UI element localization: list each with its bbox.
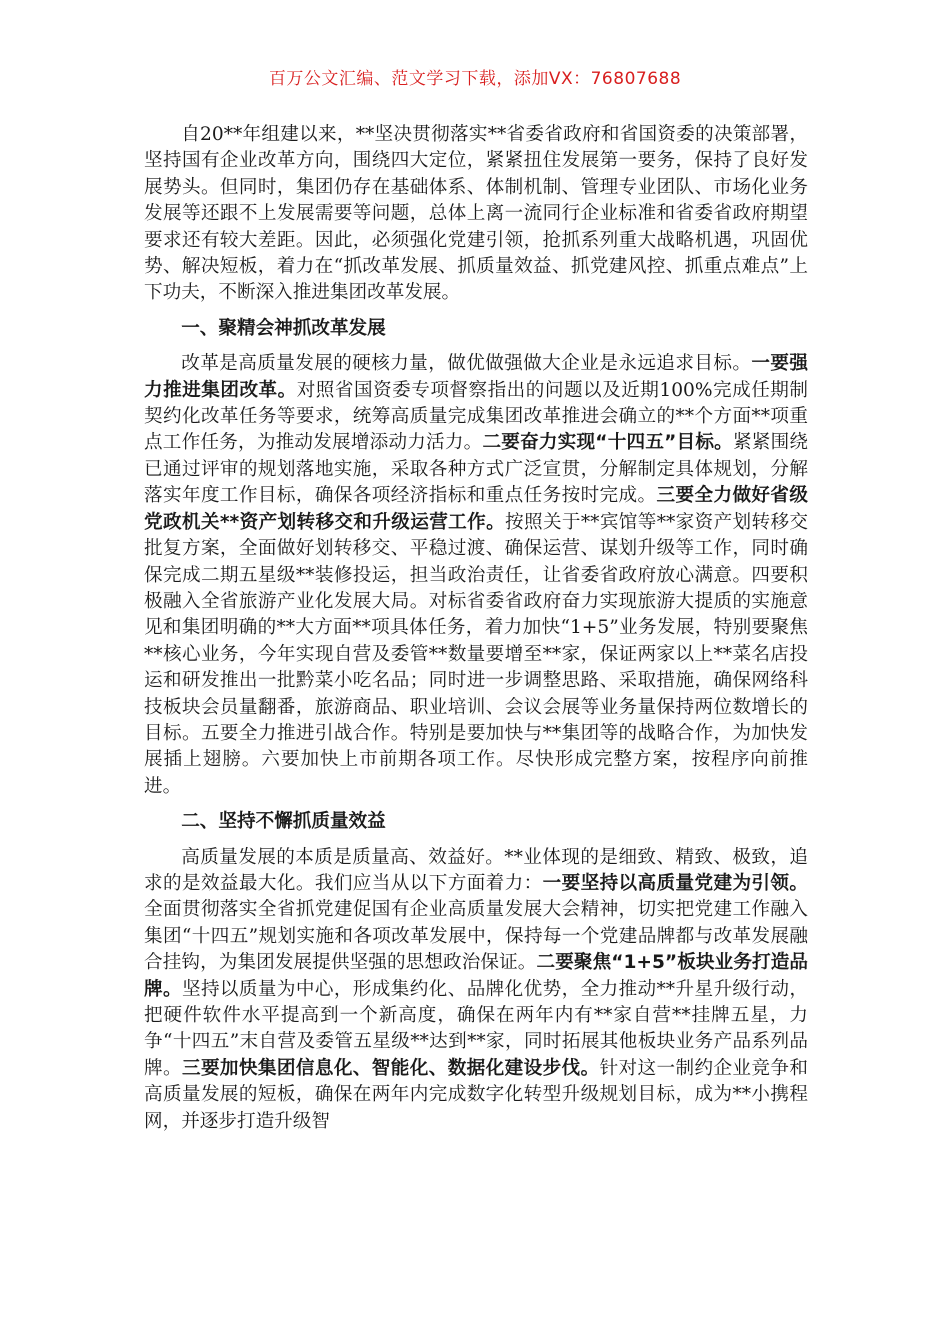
section-1-point-1: 一要强力推进集团改革。 (144, 353, 808, 401)
section-1-text-4: 按照关于**宾馆等**家资产划转移交批复方案，全面做好划转移交、平稳过渡、确保运营、谋划升级等工作，同时确保完成二期五星级**装修投运，担当政治责任，让省委省政府放心满意。四要积极融入全省旅游产业化发展大局。对标省委省政府奋力实现旅游大提质的实施意见和集团明确的**大方面**项具体任务，着力加快“1+5”业务发展，特别要聚焦**核心业务，今年实现自营及委管**数量要增至**家，保证两家以上**菜名店投运和研发推出一批黔菜小吃名品；同时进一步调整思路、采取措施，确保网络科技板块会员量翻番，旅游商品、职业培训、会议会展等业务量保持两位数增长的目标。五要全力推进引战合作。特别是要加快与**集团等的战略合作，为加快发展插上翅膀。六要加快上市前期各项工作。尽快形成完整方案，按程序向前推进。 (144, 511, 808, 797)
section-2-heading: 二、坚持不懈抓质量效益 (181, 811, 386, 833)
section-1-point-3: 三要全力做好省级党政机关**资产划转移交和升级运营工作。 (144, 485, 808, 533)
document-body (144, 122, 808, 1135)
section-2-point-3: 三要加快集团信息化、智能化、数据化建设步伐。 (181, 1057, 600, 1079)
section-1-text-2: 对照省国资委专项督察指出的问题以及近期100%完成任期制契约化改革任务等要求，统筹高质量完成集团改革推进会确立的**个方面**项重点工作任务，为推动发展增添动力活力。 (144, 379, 808, 454)
promo-banner: 百万公文汇编、范文学习下载，添加VX：76807688 (268, 69, 682, 89)
section-1-text-1: 改革是高质量发展的硬核力量，做优做强做大企业是永远追求目标。 (181, 353, 752, 375)
section-2-paragraph (144, 845, 808, 1135)
section-2-text-4: 针对这一制约企业竞争和高质量发展的短板，确保在两年内完成数字化转型升级规划目标，成为**小携程网，并逐步打造升级智 (144, 1057, 808, 1132)
section-1-heading: 一、聚精会神抓改革发展 (181, 317, 386, 339)
section-2-text-3: 坚持以质量为中心，形成集约化、品牌化优势，全力推动**升星升级行动，把硬件软件水平提高到一个新高度，确保在两年内有**家自营**挂牌五星，力争“十四五”末自营及委管五星级**达到**家，同时拓展其他板块业务产品系列品牌。 (144, 978, 808, 1079)
intro-paragraph: 自20**年组建以来，**坚决贯彻落实**省委省政府和省国资委的决策部署，坚持国有企业改革方向，围绕四大定位，紧紧扭住发展第一要务，保持了良好发展势头。但同时，集团仍存在基础体系、体制机制、管理专业团队、市场化业务发展等还跟不上发展需要等问题，总体上离一流同行企业标准和省委省政府期望要求还有较大差距。因此，必须强化党建引领，抢抓系列重大战略机遇，巩固优势、解决短板，着力在“抓改革发展、抓质量效益、抓党建风控、抓重点难点”上下功夫，不断深入推进集团改革发展。 (144, 124, 808, 304)
section-2-point-2: 二要聚焦“1+5”板块业务打造品牌。 (144, 952, 808, 1000)
section-1-paragraph (144, 351, 808, 800)
section-1-point-2: 二要奋力实现“十四五”目标。 (482, 432, 733, 454)
section-1-text-3: 紧紧围绕已通过评审的规划落地实施，采取各种方式广泛宣贯，分解制定具体规划，分解落实年度工作目标，确保各项经济指标和重点任务按时完成。 (144, 432, 808, 507)
section-2-point-1: 一要坚持以高质量党建为引领。 (542, 872, 808, 894)
section-2-text-1: 高质量发展的本质是质量高、效益好。**业体现的是细致、精致、极致，追求的是效益最大化。我们应当从以下方面着力： (144, 846, 808, 894)
section-2-text-2: 全面贯彻落实全省抓党建促国有企业高质量发展大会精神，切实把党建工作融入集团“十四五”规划实施和各项改革发展中，保持每一个党建品牌都与改革发展融合挂钩，为集团发展提供坚强的思想政治保证。 (144, 899, 808, 974)
